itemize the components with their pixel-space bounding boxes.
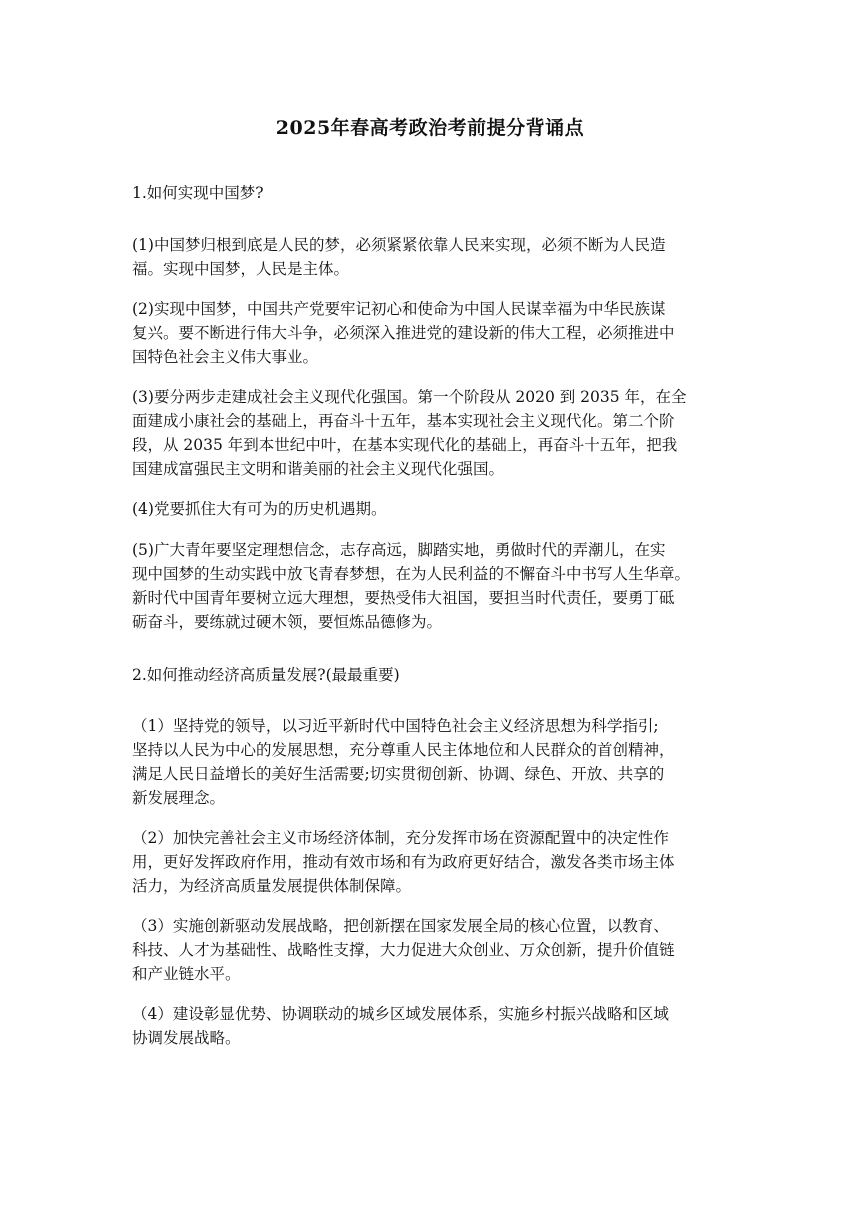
text-line: 国特色社会主义伟大事业。 [132,348,319,366]
text-line: 坚持以人民为中心的发展思想，充分尊重人民主体地位和人民群众的首创精神， [132,741,675,759]
paragraph-1-5 [132,538,736,634]
text-line: 砺奋斗，要练就过硬木领，要恒炼品德修为。 [132,613,443,631]
text-line: （3）实施创新驱动发展战略，把创新摆在国家发展全局的核心位置，以教育、 [132,917,669,935]
paragraph-1-2 [132,297,736,369]
text-line: 协调发展战略。 [132,1029,241,1047]
text-line: 现中国梦的生动实践中放飞青春梦想，在为人民利益的不懈奋斗中书写人生华章。 [132,565,691,583]
text-line: 复兴。要不断进行伟大斗争，必须深入推进党的建设新的伟大工程，必须推进中 [132,324,675,342]
text-line: 科技、人才为基础性、战略性支撑，大力促进大众创业、万众创新，提升价值链 [132,941,675,959]
text-line: 新时代中国青年要树立远大理想，要热受伟大祖国，要担当时代责任，要勇丁砥 [132,589,675,607]
text-line: 面建成小康社会的基础上，再奋斗十五年，基本实现社会主义现代化。第二个阶 [132,412,675,430]
text-line: （2）加快完善社会主义市场经济体制，充分发挥市场在资源配置中的决定性作 [132,829,669,847]
text-line: (2)实现中国梦，中国共产党要牢记初心和使命为中国人民谋幸福为中华民族谋 [132,300,666,318]
text-line: 段，从 2035 年到本世纪中叶，在基本实现代化的基础上，再奋斗十五年，把我 [132,436,678,454]
paragraph-2-1 [132,714,736,810]
text-line: 和产业链水平。 [132,965,241,983]
text-line: （1）坚持党的领导，以习近平新时代中国特色社会主义经济思想为科学指引; [132,717,659,735]
text-line: 活力，为经济高质量发展提供体制保障。 [132,877,412,895]
text-line: 满足人民日益增长的美好生活需要;切实贯彻创新、协调、绿色、开放、共享的 [132,765,665,783]
text-line: (3)要分两步走建成社会主义现代化强国。第一个阶段从 2020 到 2035 年，在全 [132,388,687,406]
text-line: (4)党要抓住大有可为的历史机遇期。 [132,500,387,518]
paragraph-1-4 [132,497,736,521]
section-heading-1: 1.如何实现中国梦? [132,184,264,202]
text-line: 福。实现中国梦，人民是主体。 [132,260,350,278]
paragraph-2-4 [132,1002,736,1050]
text-line: (1)中国梦归根到底是人民的梦，必须紧紧依靠人民来实现，必须不断为人民造 [132,236,666,254]
text-line: （4）建设彰显优势、协调联动的城乡区域发展体系，实施乡村振兴战略和区域 [132,1005,669,1023]
paragraph-1-3 [132,385,736,481]
paragraph-2-2 [132,826,736,898]
text-line: 用，更好发挥政府作用，推动有效市场和有为政府更好结合，激发各类市场主体 [132,853,675,871]
paragraph-1-1 [132,233,736,281]
text-line: 新发展理念。 [132,789,226,807]
section-heading-2: 2.如何推动经济高质量发展?(最最重要) [132,666,400,684]
paragraph-2-3 [132,914,736,986]
text-line: 国建成富强民主文明和谐美丽的社会主义现代化强国。 [132,460,505,478]
document-title: 2025年春高考政治考前提分背诵点 [275,117,585,139]
text-line: (5)广大青年要坚定理想信念，志存高远，脚踏实地，勇做时代的弄潮儿，在实 [132,541,666,559]
